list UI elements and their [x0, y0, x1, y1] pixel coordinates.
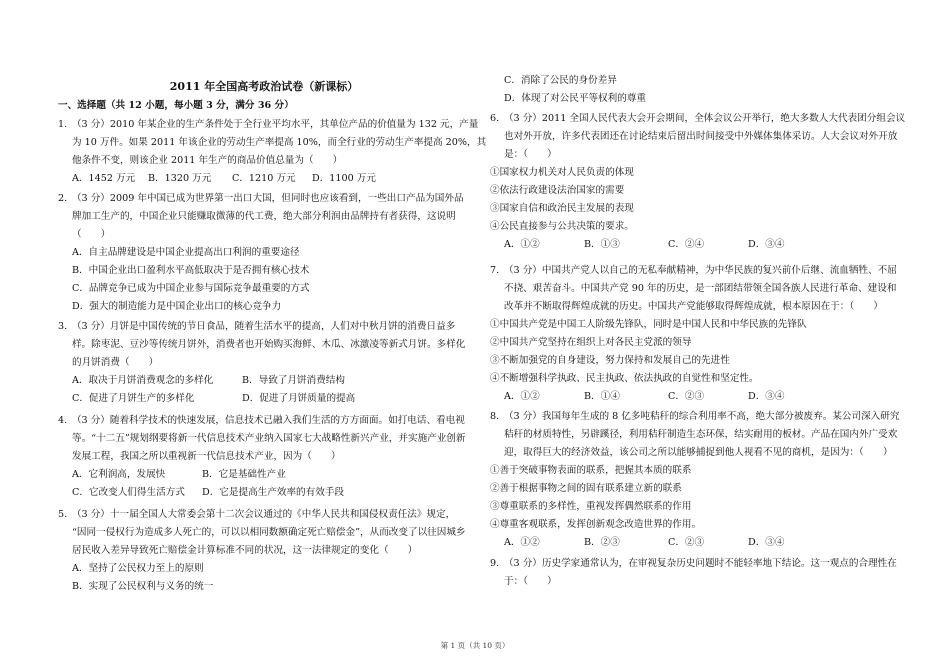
question-text: 发展工程，我国之所以重视新一代信息技术产业，因为（ ）: [72, 451, 341, 462]
option-c: C．②③: [668, 537, 705, 548]
statement-item: ②依法行政建设法治国家的需要: [490, 185, 625, 196]
question-text: 2. （3 分）2009 年中国已成为世界第一出口大国，但同时也应该看到，一些出口产品为国外品: [58, 193, 464, 204]
question-text: 1. （3 分）2010 年某企业的生产条件处于全行业平均水平，其单位产品的价值量为 132 元，产量: [58, 119, 479, 130]
question-text: 迎，取得巨大的经济效益，该公司之所以能够捕捉到他人视看不见的商机，是因为：（ ）: [504, 447, 893, 458]
options-row: [490, 388, 902, 406]
options-row: [58, 484, 470, 502]
option-c: C．1210 万元: [232, 173, 296, 184]
option-a: A．取决于月饼消费观念的多样化: [72, 375, 214, 386]
question-text: 样。除枣泥、豆沙等传统月饼外，消费者也开始购买海鲜、木瓜、冰激凌等新式月饼。多样化: [72, 339, 466, 350]
statement-item: ①国家权力机关对人民负责的体现: [490, 167, 634, 178]
options-row: [58, 466, 470, 484]
question-1: [58, 116, 487, 188]
option-d: D．③④: [748, 239, 785, 250]
option-b: B．②③: [584, 537, 620, 548]
option-a: A．自主品牌建设是中国企业提高出口利润的重要途径: [72, 247, 300, 258]
statement-item: ②中国共产党坚持在组织上对各民主党派的领导: [490, 337, 692, 348]
question-text: 也对外开放，许多代表团还在讨论结束后留出时间接受中外媒体集体采访。人大会议对外开放: [504, 131, 898, 142]
option-c: C．②④: [668, 239, 705, 250]
question-5-continued: [490, 72, 902, 108]
option-a: A．①②: [504, 239, 540, 250]
statement-item: ④不断增强科学执政、民主执政、依法执政的自觉性和坚定性。: [490, 373, 759, 384]
statement-item: ①中国共产党是中国工人阶级先锋队，同时是中国人民和中华民族的先锋队: [490, 319, 807, 330]
options-row: [490, 534, 902, 552]
question-2: [58, 190, 470, 316]
options-row: [58, 390, 470, 408]
question-text: 8. （3 分）我国每年生成的 8 亿多吨秸秆的综合利用率不高，绝大部分被废弃。某公司深入研究: [490, 411, 900, 422]
option-b: B．中国企业出口盈利水平高低取决于是否拥有核心技术: [72, 265, 310, 276]
question-text: 4. （3 分）随着科学技术的快速发展，信息技术已融入我们生活的方方面面。如打电话、看电视: [58, 415, 465, 426]
option-b: B．实现了公民权利与义务的统一: [72, 581, 214, 592]
question-text: 等。“十二五”规划纲要将新一代信息技术产业纳入国家七大战略性新兴产业，并实施产业创新: [72, 433, 466, 444]
option-c: C．品牌竞争已成为中国企业参与国际竞争最重要的方式: [72, 283, 310, 294]
option-d: D．③④: [748, 537, 785, 548]
question-6: [490, 110, 906, 254]
question-5: [58, 506, 470, 596]
option-b: B．它是基础性产业: [202, 469, 286, 480]
question-text: “因同一侵权行为造成多人死亡的，可以以相同数额确定死亡赔偿金”，从而改变了以往因城乡: [72, 527, 466, 538]
question-text: 9. （3 分）历史学家通常认为，在审视复杂历史问题时不能轻率地下结论。这一观点的合理性在: [490, 558, 897, 569]
question-text: 是：（ ）: [504, 149, 557, 160]
option-d: D．强大的制造能力是中国企业出口的核心竞争力: [72, 301, 282, 312]
option-a: A．它利润高，发展快: [72, 469, 166, 480]
statement-item: ④尊重客观联系，发挥创新观念改造世界的作用。: [490, 519, 702, 530]
option-a: A．①②: [504, 391, 540, 402]
question-text: 6. （3 分）2011 全国人民代表大会开会期间，全体会议公开举行，绝大多数人大代表团分组会议: [490, 113, 906, 124]
question-text: 5. （3 分）十一届全国人大常委会第十二次会议通过的《中华人民共和国侵权责任法》规定，: [58, 509, 456, 520]
section-heading: 一、选择题（共 12 小题，每小题 3 分，满分 36 分）: [58, 100, 294, 111]
option-a: A．①②: [504, 537, 540, 548]
question-text: 的月饼消费（ ）: [72, 357, 159, 368]
options-row: [58, 170, 470, 188]
question-text: （ ）: [72, 229, 111, 240]
option-c: C．消除了公民的身份差异: [504, 75, 617, 86]
statement-item: ②善于根据事物之间的固有联系建立新的联系: [490, 483, 682, 494]
option-c: C．②③: [668, 391, 705, 402]
option-d: D．③④: [748, 391, 785, 402]
question-3: [58, 318, 470, 408]
option-c: C．它改变人们得生活方式: [72, 487, 185, 498]
question-7: [490, 262, 902, 406]
statement-item: ③国家自信和政治民主发展的表现: [490, 203, 634, 214]
option-d: D．1100 万元: [312, 173, 376, 184]
option-a: A．坚持了公民权力至上的原则: [72, 563, 204, 574]
question-text: 他条件不变，则该企业 2011 年生产的商品价值总量为（ ）: [72, 155, 343, 166]
option-a: A．1452 万元: [72, 173, 136, 184]
option-c: C．促进了月饼生产的多样化: [72, 393, 195, 404]
question-text: 牌加工生产的，中国企业只能赚取微薄的代工费，绝大部分利润由品牌持有者获得，这说明: [72, 211, 456, 222]
question-8: [490, 408, 902, 552]
question-text: 居民收入差异导致死亡赔偿金计算标准不同的状况，这一法律规定的变化（ ）: [72, 545, 418, 556]
options-row: [58, 372, 470, 390]
statement-item: ③不断加强党的自身建设，努力保持和发展自己的先进性: [490, 355, 730, 366]
question-text: 改革并不断取得辉煌成就的历史。中国共产党能够取得辉煌成就，根本原因在于：（ ）: [504, 301, 883, 312]
question-text: 7. （3 分）中国共产党人以自己的无私奉献精神，为中华民族的复兴前仆后继、流血牺牲、不屈: [490, 265, 897, 276]
statement-item: ④公民直接参与公共决策的要求。: [490, 221, 634, 232]
question-4: [58, 412, 470, 502]
statement-item: ③尊重联系的多样性，重视发挥偶然联系的作用: [490, 501, 692, 512]
question-text: 不挠、艰苦奋斗。中国共产党 90 年的历史，是一部团结带领全国各族人民进行革命、建设和: [504, 283, 897, 294]
option-b: B．①④: [584, 391, 620, 402]
option-b: B．①③: [584, 239, 620, 250]
question-9: [490, 555, 902, 591]
question-text: 3. （3 分）月饼是中国传统的节日食品，随着生活水平的提高，人们对中秋月饼的消费日益多: [58, 321, 456, 332]
option-d: D．促进了月饼质量的提高: [242, 393, 356, 404]
page-title: 2011 年全国高考政治试卷（新课标）: [169, 80, 359, 93]
option-d: D．它是提高生产效率的有效手段: [202, 487, 345, 498]
question-text: 为 10 万件。如果 2011 年该企业的劳动生产率提高 10%，而全行业的劳动生产率提高 20%，其: [72, 137, 487, 148]
option-b: B．导致了月饼消费结构: [242, 375, 345, 386]
question-text: 于：（ ）: [504, 576, 557, 587]
option-d: D．体现了对公民平等权利的尊重: [504, 93, 647, 104]
page-number: 第 1 页（共 10 页）: [440, 641, 510, 650]
options-row: [490, 236, 902, 254]
question-text: 秸秆的材质特性，另辟蹊径，利用秸秆制造生态环保，结实耐用的板材。产品在国内外广受欢: [504, 429, 898, 440]
option-b: B．1320 万元: [148, 173, 212, 184]
statement-item: ①善于突破事物表面的联系，把握其本质的联系: [490, 465, 692, 476]
